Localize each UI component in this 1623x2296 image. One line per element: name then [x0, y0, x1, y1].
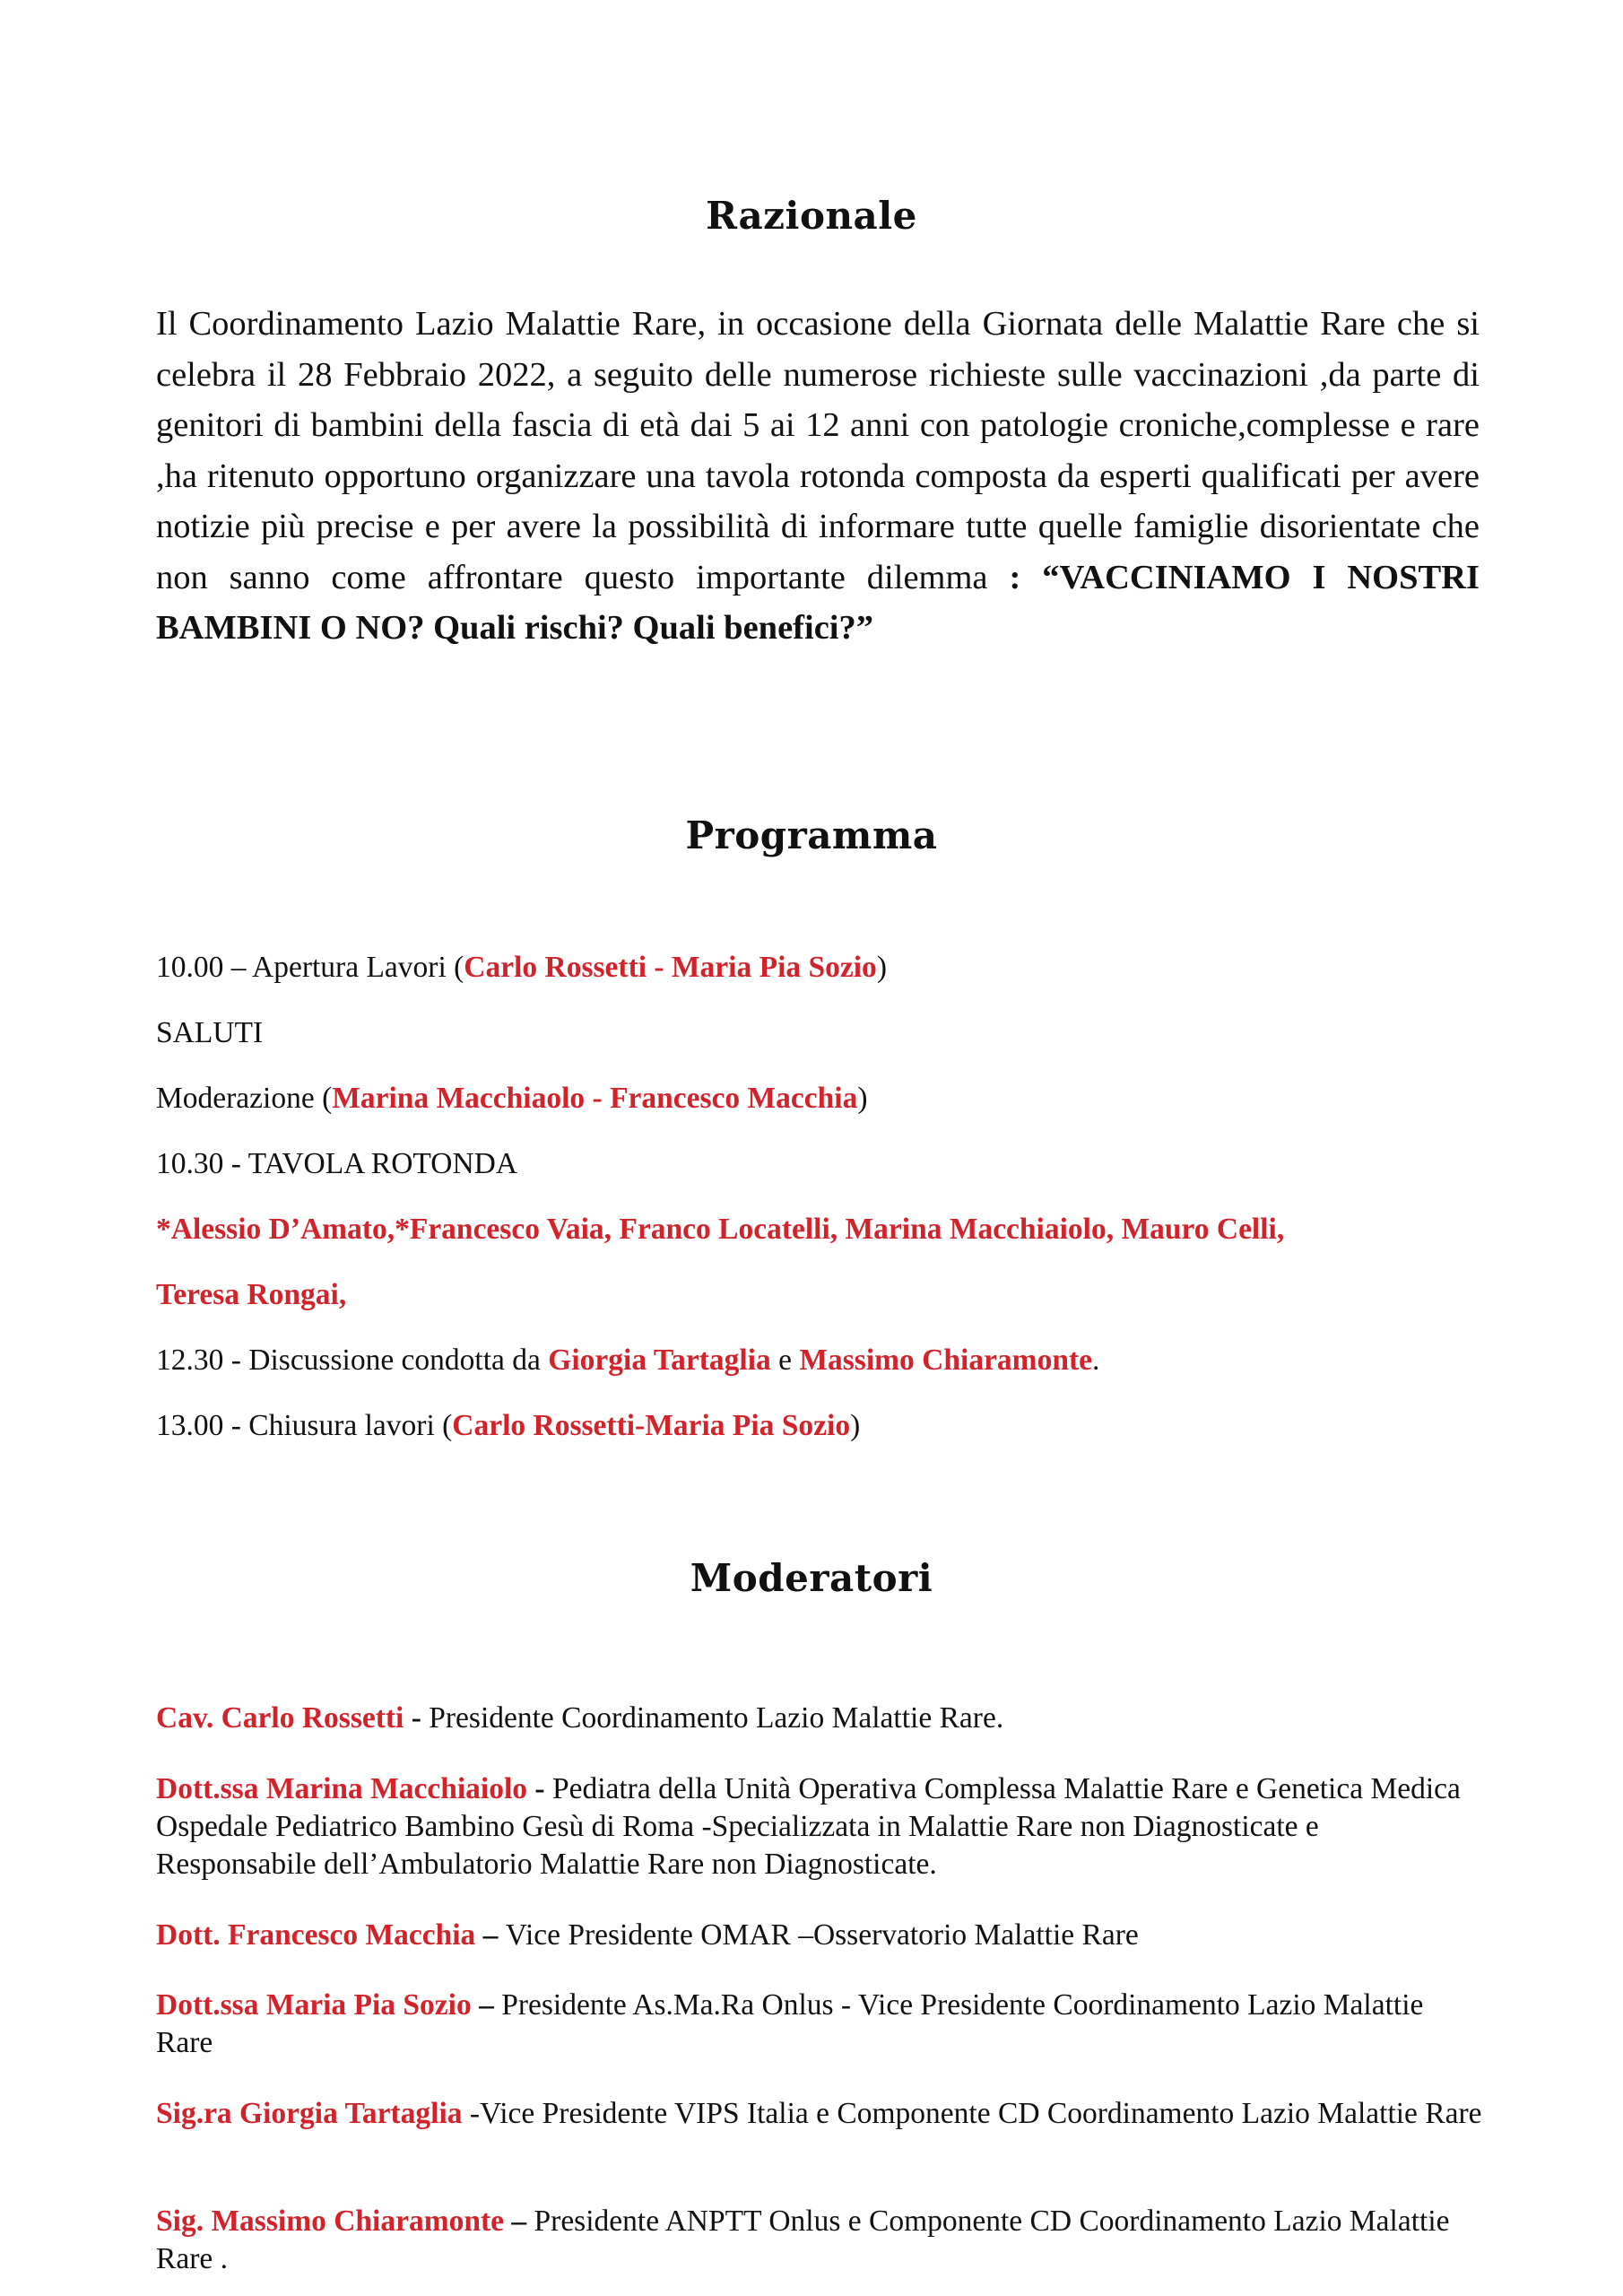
moderator-name: Sig. Massimo Chiaramonte — [156, 2205, 505, 2238]
program-text-end: ) — [857, 1082, 868, 1115]
program-item-moderazione — [156, 1082, 868, 1116]
moderator-separator: - — [527, 1772, 552, 1805]
program-text-end: ) — [850, 1409, 861, 1442]
moderator-separator — [463, 2097, 470, 2130]
program-name: Giorgia Tartaglia — [548, 1344, 771, 1377]
moderator-name: Sig.ra Giorgia Tartaglia — [156, 2097, 463, 2130]
moderator-entry — [156, 1917, 1483, 1954]
moderator-role: Pediatra della Unità Operativa Complessa Malattie Rare e Genetica Medica Ospedale Pediatrico Bambino Gesù di Roma -Specializzata in Malattie Rare non Diagnosticate e Responsabile dell’Ambulatorio Malattie Rare non Diagnosticate. — [156, 1772, 1461, 1881]
intro-text: Il Coordinamento Lazio Malattie Rare, in occasione della Giornata delle Malattie Rare che si celebra il 28 Febbraio 2022, a seguito delle numerose richieste sulle vaccinazioni ,da parte di genitori di bambini della fascia di età dai 5 ai 12 anni con patologie croniche,complesse e rare ,ha ritenuto opportuno organizzare una tavola rotonda composta da esperti qualificati per avere notizie più precise e per avere la possibilità di informare tutte quelle famiglie disorientate che non sanno come affrontare questo importante dilemma — [156, 305, 1480, 596]
moderator-separator: – — [475, 1918, 506, 1952]
program-item-apertura — [156, 951, 887, 985]
moderator-name: Dott. Francesco Macchia — [156, 1918, 476, 1952]
program-speakers-line-1: *Alessio D’Amato,*Francesco Vaia, Franco Locatelli, Marina Macchiaiolo, Mauro Celli, — [156, 1213, 1285, 1246]
moderator-name: Cav. Carlo Rossetti — [156, 1701, 404, 1735]
program-item-discussione — [156, 1344, 1099, 1378]
program-item-saluti: SALUTI — [156, 1016, 264, 1049]
moderator-role: Vice Presidente OMAR –Osservatorio Malattie Rare — [505, 1918, 1139, 1952]
program-item-chiusura — [156, 1409, 860, 1443]
moderator-role: Presidente As.Ma.Ra Onlus - Vice Presidente Coordinamento Lazio Malattie Rare — [156, 1988, 1424, 2059]
moderator-entry — [156, 2203, 1483, 2278]
program-names: Marina Macchiaolo - Francesco Macchia — [332, 1082, 858, 1115]
moderator-separator: – — [504, 2205, 534, 2238]
moderator-entry — [156, 2095, 1483, 2133]
programma-heading: Programma — [685, 813, 938, 857]
program-text: 10.00 – Apertura Lavori ( — [156, 951, 464, 984]
razionale-heading: Razionale — [706, 194, 917, 238]
moderator-role: -Vice Presidente VIPS Italia e Componente CD Coordinamento Lazio Malattie Rare — [469, 2097, 1482, 2130]
moderator-entry — [156, 1700, 1483, 1737]
moderator-role: Presidente ANPTT Onlus e Componente CD Coordinamento Lazio Malattie Rare . — [156, 2205, 1450, 2275]
program-name: Massimo Chiaramonte — [799, 1344, 1092, 1377]
program-text-end: ) — [876, 951, 887, 984]
moderator-entry — [156, 1987, 1483, 2062]
intro-paragraph — [156, 299, 1480, 654]
moderator-separator: – — [471, 1988, 502, 2022]
program-speakers-line-2: Teresa Rongai, — [156, 1278, 347, 1311]
program-text: e — [770, 1344, 800, 1377]
moderator-name: Dott.ssa Marina Macchiaiolo — [156, 1772, 528, 1805]
program-text-end: . — [1092, 1344, 1100, 1377]
program-text: 13.00 - Chiusura lavori ( — [156, 1409, 453, 1442]
moderator-role: Presidente Coordinamento Lazio Malattie Rare. — [429, 1701, 1004, 1735]
program-names: Carlo Rossetti - Maria Pia Sozio — [464, 951, 877, 984]
program-text: 12.30 - Discussione condotta da — [156, 1344, 549, 1377]
intro-question: : “VACCINIAMO I NOSTRI BAMBINI O NO? Quali rischi? Quali benefici?” — [156, 558, 1480, 647]
program-text: Moderazione ( — [156, 1082, 333, 1115]
moderator-name: Dott.ssa Maria Pia Sozio — [156, 1988, 472, 2022]
program-item-tavola-rotonda: 10.30 - TAVOLA ROTONDA — [156, 1147, 518, 1180]
moderatori-heading: Moderatori — [690, 1556, 933, 1600]
program-names: Carlo Rossetti-Maria Pia Sozio — [452, 1409, 851, 1442]
moderator-separator: - — [404, 1701, 430, 1735]
moderator-entry — [156, 1770, 1483, 1883]
